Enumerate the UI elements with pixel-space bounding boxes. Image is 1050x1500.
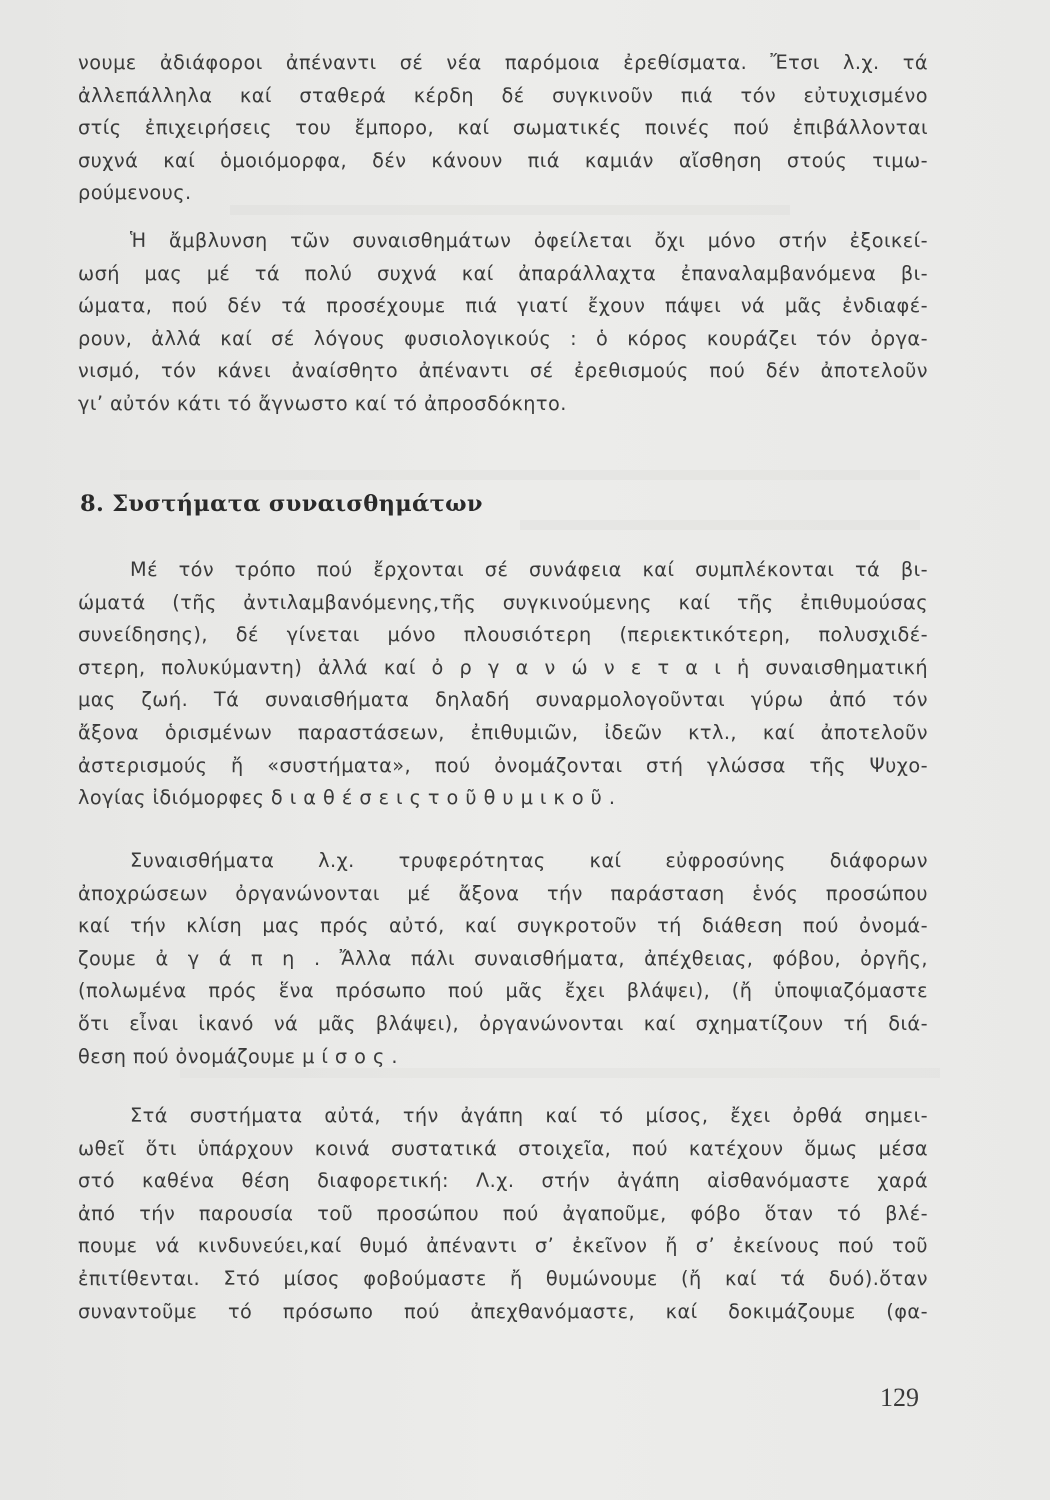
text-line: ἀστερισμούς ἤ «συστήματα», πού ὀνομάζονται στή γλώσσα τῆς Ψυχο-	[78, 753, 928, 777]
text-line: ἄξονα ὁρισμένων παραστάσεων, ἐπιθυμιῶν, ἰδεῶν κτλ., καί ἀποτελοῦν	[78, 720, 928, 744]
text-line: ἐπιτίθενται. Στό μίσος φοβούμαστε ἤ θυμώνουμε (ἤ καί τά δυό).ὅταν	[78, 1266, 928, 1290]
text-line: ὅτι εἶναι ἱκανό νά μᾶς βλάψει), ὀργανώνονται καί σχηματίζουν τή διά-	[78, 1011, 928, 1035]
paragraph-5	[78, 1100, 928, 1328]
text-line: Συναισθήματα λ.χ. τρυφερότητας καί εὐφροσύνης διάφορων	[130, 849, 928, 872]
text-line: στό καθένα θέση διαφορετική: Λ.χ. στήν ἀγάπη αἰσθανόμαστε χαρά	[78, 1169, 928, 1193]
text-line: ἀποχρώσεων ὀργανώνονται μέ ἄξονα τήν παράσταση ἑνός προσώπου	[78, 881, 928, 905]
show-through-shadow	[120, 470, 920, 480]
text-line: ωθεῖ ὅτι ὑπάρχουν κοινά συστατικά στοιχεῖα, πού κατέχουν ὅμως μέσα	[78, 1136, 928, 1160]
text-line: Μέ τόν τρόπο πού ἔρχονται σέ συνάφεια καί συμπλέκονται τά βι-	[130, 558, 928, 581]
text-line: ρούμενους.	[78, 181, 192, 205]
text-line: ἀπό τήν παρουσία τοῦ προσώπου πού ἀγαποῦμε, φόβο ὅταν τό βλέ-	[78, 1201, 928, 1225]
text-line: ώματα, πού δέν τά προσέχουμε πιά γιατί ἔχουν πάψει νά μᾶς ἐνδιαφέ-	[78, 294, 928, 318]
paragraph-2	[78, 225, 928, 421]
text-line: (πολωμένα πρός ἕνα πρόσωπο πού μᾶς ἔχει βλάψει), (ἤ ὑποψιαζόμαστε	[78, 979, 928, 1003]
paragraph-4	[78, 845, 928, 1073]
text-line: πουμε νά κινδυνεύει,καί θυμό ἀπέναντι σ’ ἐκεῖνον ἤ σ’ ἐκείνους πού τοῦ	[78, 1234, 928, 1258]
text-line: Ἡ ἄμβλυνση τῶν συναισθημάτων ὀφείλεται ὄχι μόνο στήν ἐξοικεί-	[130, 229, 928, 252]
text-line: νισμό, τόν κάνει ἀναίσθητο ἀπέναντι σέ ἐρεθισμούς πού δέν ἀποτελοῦν	[78, 359, 928, 383]
text-line: λογίας ἰδιόμορφες δ ι α θ έ σ ε ι ς τ ο ῦ θ υ μ ι κ ο ῦ .	[78, 786, 616, 810]
text-line: ρουν, ἀλλά καί σέ λόγους φυσιολογικούς : ὁ κόρος κουράζει τόν ὀργα-	[78, 326, 928, 350]
text-line: μας ζωή. Τά συναισθήματα δηλαδή συναρμολογοῦνται γύρω ἀπό τόν	[78, 688, 928, 712]
text-line: νουμε ἀδιάφοροι ἀπέναντι σέ νέα παρόμοια ἐρεθίσματα. Ἔτσι λ.χ. τά	[78, 51, 928, 74]
text-line: ώματά (τῆς ἀντιλαμβανόμενης,τῆς συγκινούμενης καί τῆς ἐπιθυμούσας	[78, 590, 928, 614]
paragraph-1	[78, 47, 928, 210]
text-line: ωσή μας μέ τά πολύ συχνά καί ἀπαράλλαχτα ἐπαναλαμβανόμενα βι-	[78, 261, 928, 285]
text-line: στερη, πολυκύμαντη) ἀλλά καί ὀ ρ γ α ν ώ ν ε τ α ι ἡ συναισθηματική	[78, 655, 928, 679]
paragraph-3	[78, 554, 928, 815]
text-line: συχνά καί ὁμοιόμορφα, δέν κάνουν πιά καμιάν αἴσθηση στούς τιμω-	[78, 148, 928, 172]
text-line: καί τήν κλίση μας πρός αὐτό, καί συγκροτοῦν τή διάθεση πού ὀνομά-	[78, 914, 928, 938]
text-line: Στά συστήματα αὐτά, τήν ἀγάπη καί τό μίσος, ἔχει ὀρθά σημει-	[130, 1104, 928, 1127]
text-line: θεση πού ὀνομάζουμε μ ί σ ο ς .	[78, 1044, 398, 1068]
text-line: συναντοῦμε τό πρόσωπο πού ἀπεχθανόμαστε, καί δοκιμάζουμε (φα-	[78, 1299, 928, 1323]
text-line: γι’ αὐτόν κάτι τό ἄγνωστο καί τό ἀπροσδόκητο.	[78, 391, 567, 415]
page-number: 129	[880, 1383, 919, 1412]
text-line: ζουμε ἀ γ ά π η . Ἄλλα πάλι συναισθήματα, ἀπέχθειας, φόβου, ὀργῆς,	[78, 946, 928, 970]
text-line: συνείδησης), δέ γίνεται μόνο πλουσιότερη (περιεκτικότερη, πολυσχιδέ-	[78, 623, 928, 647]
show-through-shadow	[520, 520, 920, 530]
text-line: στίς ἐπιχειρήσεις του ἔμπορο, καί σωματικές ποινές πού ἐπιβάλλονται	[78, 116, 928, 140]
text-line: ἀλλεπάλληλα καί σταθερά κέρδη δέ συγκινοῦν πιά τόν εὐτυχισμένο	[78, 83, 928, 107]
section-heading: 8. Συστήματα συναισθημάτων	[80, 491, 483, 517]
